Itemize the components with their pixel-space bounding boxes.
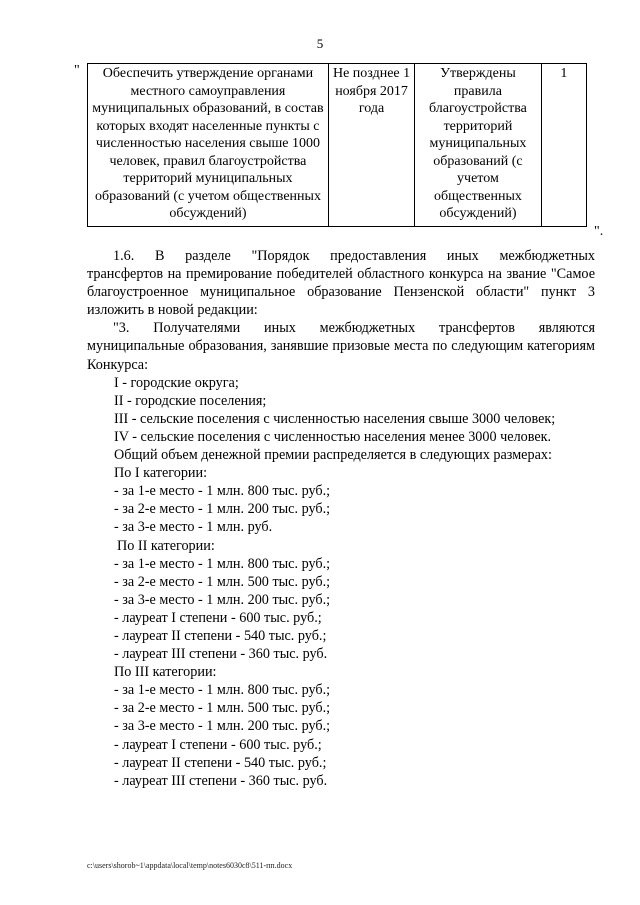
category-item: III - сельские поселения с численностью населения свыше 3000 человек; <box>114 410 556 427</box>
page-number: 5 <box>316 36 324 51</box>
prize-item: - лауреат II степени - 540 тыс. руб.; <box>114 754 327 771</box>
prize-item: - за 2-е место - 1 млн. 500 тыс. руб.; <box>114 700 331 717</box>
prize-intro: Общий объем денежной премии распределяется в следующих размерах: <box>114 447 552 464</box>
result-cell: Утверждены правила благоустройства территорий муниципальных образований (с учетом общественных обсуждений) <box>415 64 542 227</box>
prize-item: - лауреат III степени - 360 тыс. руб. <box>114 772 328 789</box>
category-item: I - городские округа; <box>114 374 239 391</box>
category-2-heading: По II категории: <box>117 537 215 554</box>
category-item: II - городские поселения; <box>114 392 267 409</box>
point-3-first-line: "3. Получателями иных межбюджетных трансфертов являются <box>113 320 595 337</box>
prize-item: - лауреат I степени - 600 тыс. руб.; <box>114 736 322 753</box>
prize-item: - за 1-е место - 1 млн. 800 тыс. руб.; <box>114 483 331 500</box>
document-body <box>87 247 595 790</box>
prize-item: - за 1-е место - 1 млн. 800 тыс. руб.; <box>114 682 331 699</box>
prize-item: - за 2-е место - 1 млн. 500 тыс. руб.; <box>114 573 331 590</box>
prize-item: - лауреат I степени - 600 тыс. руб.; <box>114 609 322 626</box>
table-close-quote: ". <box>594 224 604 239</box>
category-item: IV - сельские поселения с численностью населения менее 3000 человек. <box>114 428 552 445</box>
section-1-6-text: трансфертов на премирование победителей областного конкурса на звание "Самое благоустроенное муниципальное образование Пензенской области" пункт 3 изложить в новой редакции: <box>87 266 595 319</box>
value-cell: 1 <box>541 64 586 227</box>
prize-item: - лауреат II степени - 540 тыс. руб.; <box>114 627 327 644</box>
plan-table <box>87 63 587 227</box>
table-open-quote: " <box>74 63 80 78</box>
task-cell: Обеспечить утверждение органами местного самоуправления муниципальных образований, в состав которых входят населенные пункты с численностью населения свыше 1000 человек, правил благоустройства территорий муниципальных образований (с учетом общественных обсуждений) <box>88 64 329 227</box>
footer-file-path: c:\users\shorob~1\appdata\local\temp\notes6030c8\511-пп.docx <box>87 861 293 870</box>
prize-item: - за 2-е место - 1 млн. 200 тыс. руб.; <box>114 501 331 518</box>
deadline-cell: Не позднее 1 ноября 2017 года <box>328 64 414 227</box>
prize-item: - за 3-е место - 1 млн. 200 тыс. руб.; <box>114 591 331 608</box>
table-row <box>88 64 587 227</box>
category-1-heading: По I категории: <box>114 465 208 482</box>
prize-item: - за 3-е место - 1 млн. 200 тыс. руб.; <box>114 718 331 735</box>
section-1-6-first-line: 1.6. В разделе "Порядок предоставления иных межбюджетных <box>113 248 595 264</box>
prize-item: - за 1-е место - 1 млн. 800 тыс. руб.; <box>114 555 331 572</box>
point-3-text: муниципальные образования, занявшие призовые места по следующим категориям Конкурса: <box>87 338 595 373</box>
prize-item: - лауреат III степени - 360 тыс. руб. <box>114 646 328 663</box>
category-3-heading: По III категории: <box>114 664 217 681</box>
prize-item: - за 3-е место - 1 млн. руб. <box>114 519 273 536</box>
